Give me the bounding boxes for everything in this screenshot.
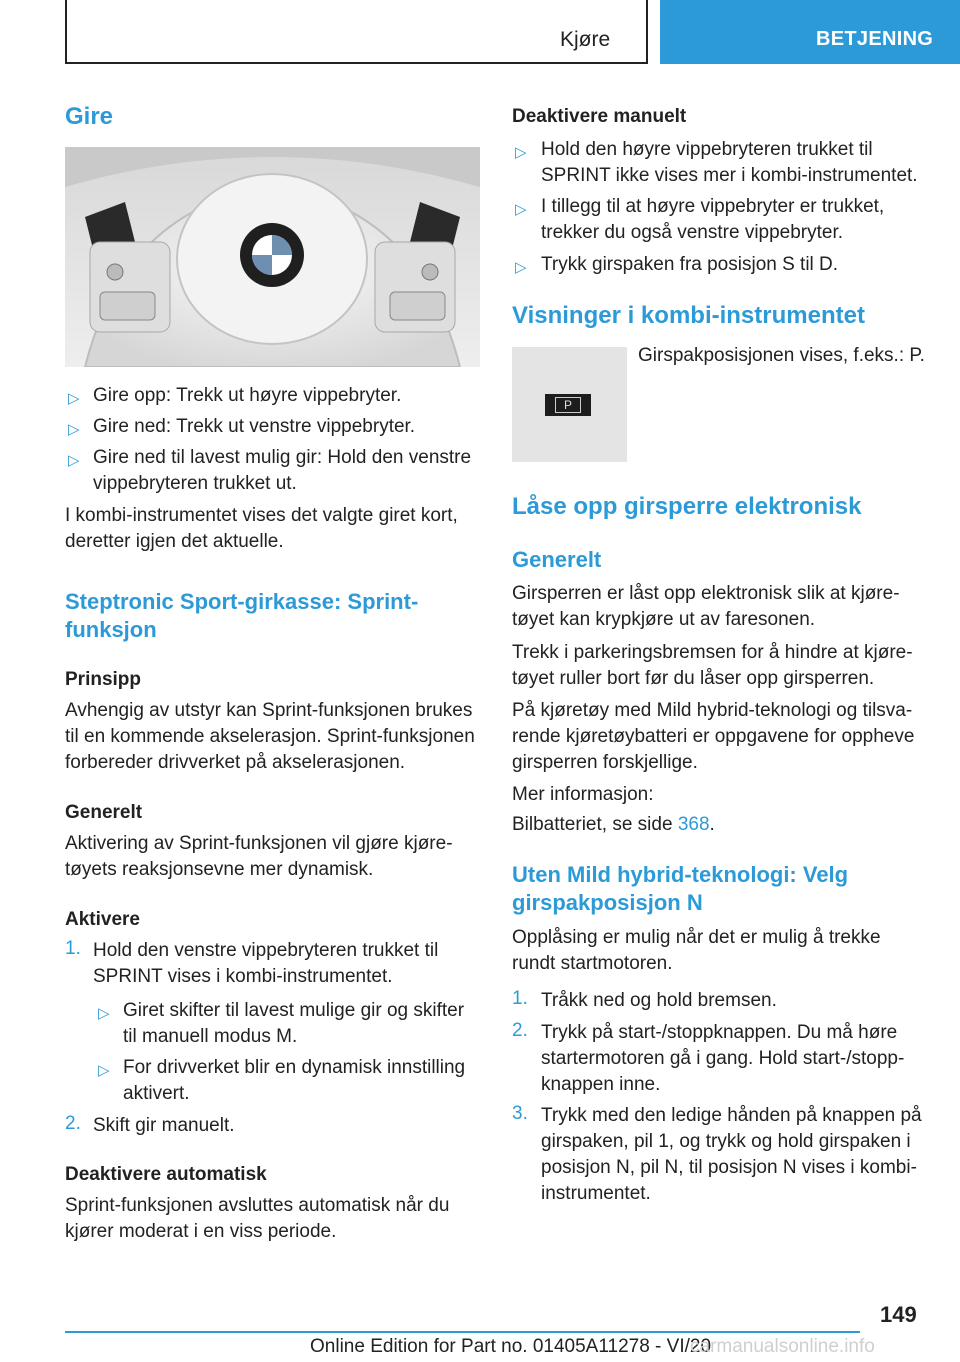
bullet-triangle-icon: ▷ (515, 259, 527, 276)
uten-step-3: Trykk med den ledige hånden på knappen på (541, 1105, 922, 1126)
steering-wheel-image (65, 147, 480, 367)
sub-bullet-1-cont: til manuell modus M. (123, 1026, 298, 1047)
deakt-man-bullet-2: I tillegg til at høyre vippebryter er trukket, (541, 196, 885, 217)
generelt-title: Generelt (512, 547, 602, 572)
step-number: 2. (65, 1113, 81, 1134)
aktivere-heading: Aktivere (65, 909, 140, 930)
deakt-auto-line: Sprint-funksjonen avsluttes automatisk når du (65, 1195, 450, 1216)
visninger-text: Girspakposisjonen vises, f.eks.: P. (638, 345, 925, 366)
gire-bullet-2: Gire ned: Trekk ut venstre vippebryter. (93, 416, 416, 437)
gire-para-line: I kombi-instrumentet vises det valgte giret kort, (65, 505, 458, 526)
gire-bullet-3-cont: vippebryteren trukket ut. (93, 473, 297, 494)
deakt-auto-heading: Deaktivere automatisk (65, 1164, 267, 1185)
sprint-title-line: Steptronic Sport-girkasse: Sprint- (65, 589, 419, 614)
bilbatteriet-ref (512, 812, 715, 838)
uten-step-2-cont: startermotoren gå i gang. Hold start-/stopp‐ (541, 1048, 905, 1069)
gire-title: Gire (65, 103, 114, 130)
mer-info: Mer informasjon: (512, 784, 654, 805)
footer-watermark: carmanualsonline.info (690, 1336, 875, 1357)
sub-bullet-2: For drivverket blir en dynamisk innstilling (123, 1057, 466, 1078)
para2-line: tøyet ruller bort før du låser opp girsperren. (512, 668, 875, 689)
uten-title-line: Uten Mild hybrid-teknologi: Velg (512, 862, 849, 887)
header-chapter: BETJENING (660, 0, 960, 64)
gire-bullet-1: Gire opp: Trekk ut høyre vippebryter. (93, 385, 402, 406)
prinsipp-line: forbereder drivverket på akselerasjonen. (65, 752, 406, 773)
footer-edition: Online Edition for Part no. 01405A11278 - VI/20 (310, 1336, 712, 1357)
bullet-triangle-icon: ▷ (515, 144, 527, 161)
bullet-triangle-icon: ▷ (98, 1005, 110, 1022)
aktivere-step-1: Hold den venstre vippebryteren trukket til (93, 940, 439, 961)
aktivere-step-1-cont: SPRINT vises i kombi-instrumentet. (93, 966, 393, 987)
deakt-auto-line: kjører moderat i en viss periode. (65, 1221, 337, 1242)
gire-para-line: deretter igjen det aktuelle. (65, 531, 284, 552)
display-panel (545, 394, 591, 416)
bullet-triangle-icon: ▷ (68, 390, 80, 407)
bullet-triangle-icon: ▷ (68, 421, 80, 438)
sprint-title-line: funksjon (65, 617, 157, 642)
uten-step-2-cont: knappen inne. (541, 1074, 661, 1095)
footer-rule (65, 1331, 860, 1333)
gear-display-image (512, 347, 627, 462)
gire-bullet-3: Gire ned til lavest mulig gir: Hold den venstre (93, 447, 472, 468)
bullet-triangle-icon: ▷ (98, 1062, 110, 1079)
para1-line: Girsperren er låst opp elektronisk slik at kjøre‐ (512, 583, 900, 604)
para1-line: tøyet kan krypkjøre ut av faresonen. (512, 609, 816, 630)
para3-line: girsperren forskjellige. (512, 752, 698, 773)
para3-line: rende kjøretøybatteri er oppgavene for oppheve (512, 726, 915, 747)
uten-step-3-cont: girspaken, pil 1, og trykk og hold girspaken i (541, 1131, 911, 1152)
prinsipp-line: Avhengig av utstyr kan Sprint-funksjonen brukes (65, 700, 473, 721)
deakt-man-bullet-3: Trykk girspaken fra posisjon S til D. (541, 254, 839, 275)
step-number: 1. (512, 988, 528, 1009)
generelt-heading: Generelt (65, 802, 143, 823)
uten-step-3-cont: posisjon N, pil N, til posisjon N vises i kombi‐ (541, 1157, 917, 1178)
uten-title-line: girspakposisjon N (512, 890, 703, 915)
bullet-triangle-icon: ▷ (515, 201, 527, 218)
page-number: 149 (880, 1302, 917, 1327)
uten-step-2: Trykk på start-/stoppknappen. Du må høre (541, 1022, 898, 1043)
uten-line: Opplåsing er mulig når det er mulig å trekke (512, 927, 881, 948)
uten-line: rundt startmotoren. (512, 953, 673, 974)
sub-bullet-1: Giret skifter til lavest mulige gir og skifter (123, 1000, 465, 1021)
step-number: 3. (512, 1103, 528, 1124)
bullet-triangle-icon: ▷ (68, 452, 80, 469)
aktivere-step-2: Skift gir manuelt. (93, 1115, 235, 1136)
page-link[interactable]: 368 (677, 814, 710, 835)
deakt-man-bullet-1: Hold den høyre vippebryteren trukket til (541, 139, 873, 160)
uten-step-3-cont: instrumentet. (541, 1183, 651, 1204)
sub-bullet-2-cont: aktivert. (123, 1083, 190, 1104)
bilbatteriet-suffix: . (709, 814, 715, 835)
bilbatteriet-prefix: Bilbatteriet, se side (512, 814, 678, 835)
prinsipp-line: til en kommende akselerasjon. Sprint-funksjonen (65, 726, 475, 747)
visninger-title: Visninger i kombi-instrumentet (512, 302, 865, 329)
lase-title: Låse opp girsperre elektronisk (512, 493, 862, 520)
deakt-man-heading: Deaktivere manuelt (512, 106, 687, 127)
step-number: 2. (512, 1020, 528, 1041)
step-number: 1. (65, 938, 81, 959)
display-letter: P (555, 397, 581, 413)
deakt-man-bullet-2-cont: trekker du også venstre vippebryter. (541, 222, 844, 243)
prinsipp-heading: Prinsipp (65, 669, 142, 690)
generelt-line: Aktivering av Sprint-funksjonen vil gjøre kjøre‐ (65, 833, 453, 854)
deakt-man-bullet-1-cont: SPRINT ikke vises mer i kombi-instrumentet. (541, 165, 918, 186)
uten-step-1: Tråkk ned og hold bremsen. (541, 990, 777, 1011)
generelt-line: tøyets reaksjonsevne mer dynamisk. (65, 859, 374, 880)
para2-line: Trekk i parkeringsbremsen for å hindre at kjøre‐ (512, 642, 913, 663)
header-section: Kjøre (560, 28, 611, 51)
para3-line: På kjøretøy med Mild hybrid-teknologi og tilsva‐ (512, 700, 913, 721)
